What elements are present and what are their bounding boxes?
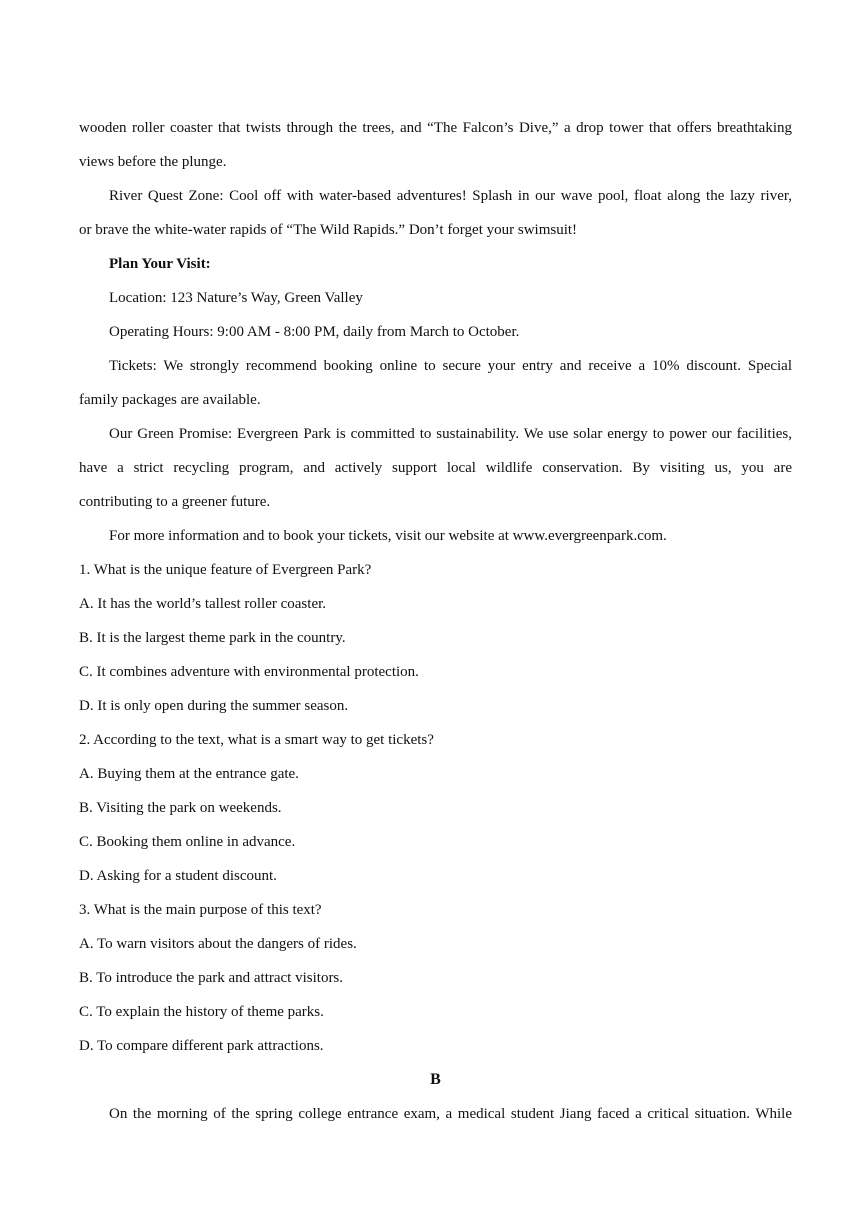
paragraph-line: have a strict recycling program, and actively support local wildlife conservation. By visiting us, you are	[79, 460, 792, 476]
location-line: Location: 123 Nature’s Way, Green Valley	[109, 290, 363, 306]
paragraph-river-quest	[79, 179, 792, 247]
answer-option: D. Asking for a student discount.	[79, 868, 277, 884]
section-b-heading: B	[430, 1071, 441, 1088]
paragraph-line: contributing to a greener future.	[79, 494, 271, 510]
paragraph-line: views before the plunge.	[79, 154, 227, 170]
answer-option: A. It has the world’s tallest roller coaster.	[79, 596, 327, 612]
more-info-line: For more information and to book your tickets, visit our website at www.evergreenpark.com.	[109, 528, 667, 544]
plan-visit-heading: Plan Your Visit:	[109, 256, 211, 272]
answer-option: A. To warn visitors about the dangers of rides.	[79, 936, 357, 952]
question-stem: 1. What is the unique feature of Evergreen Park?	[79, 562, 372, 578]
answer-option: D. To compare different park attractions.	[79, 1038, 324, 1054]
question-stem: 3. What is the main purpose of this text?	[79, 902, 322, 918]
paragraph-line: Tickets: We strongly recommend booking online to secure your entry and receive a 10% discount. Special	[109, 358, 792, 374]
document-page	[79, 111, 792, 1131]
answer-option: C. It combines adventure with environmental protection.	[79, 664, 419, 680]
paragraph-green-promise	[79, 417, 792, 519]
paragraph-line: family packages are available.	[79, 392, 261, 408]
answer-option: B. It is the largest theme park in the country.	[79, 630, 346, 646]
hours-line: Operating Hours: 9:00 AM - 8:00 PM, daily from March to October.	[109, 324, 520, 340]
paragraph-tickets	[79, 349, 792, 417]
paragraph-line: River Quest Zone: Cool off with water-based adventures! Splash in our wave pool, float along the lazy river,	[109, 188, 792, 204]
answer-option: C. To explain the history of theme parks.	[79, 1004, 324, 1020]
question-1	[79, 553, 792, 723]
answer-option: D. It is only open during the summer season.	[79, 698, 349, 714]
question-3	[79, 893, 792, 1063]
answer-option: B. To introduce the park and attract visitors.	[79, 970, 344, 986]
answer-option: B. Visiting the park on weekends.	[79, 800, 282, 816]
answer-option: A. Buying them at the entrance gate.	[79, 766, 299, 782]
paragraph-line: or brave the white-water rapids of “The Wild Rapids.” Don’t forget your swimsuit!	[79, 222, 578, 238]
section-b-first-line: On the morning of the spring college entrance exam, a medical student Jiang faced a critical situation. While	[109, 1106, 792, 1122]
answer-option: C. Booking them online in advance.	[79, 834, 296, 850]
question-2	[79, 723, 792, 893]
paragraph-line: Our Green Promise: Evergreen Park is committed to sustainability. We use solar energy to power our facilities,	[109, 426, 792, 442]
paragraph-coasters	[79, 111, 792, 179]
question-stem: 2. According to the text, what is a smart way to get tickets?	[79, 732, 434, 748]
paragraph-line: wooden roller coaster that twists through the trees, and “The Falcon’s Dive,” a drop tower that offers breathtaking	[79, 120, 792, 136]
